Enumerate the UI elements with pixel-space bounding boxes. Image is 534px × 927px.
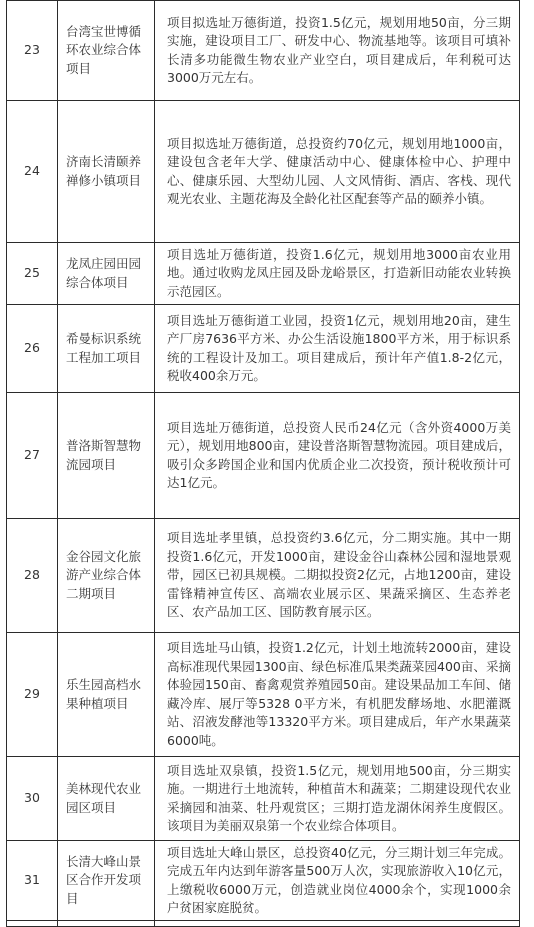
project-description: 项目选址万德街道，总投资人民币24亿元（含外资4000万美元），规划用地800亩，建设普洛斯智慧物流园。项目建成后，吸引众多跨国企业和国内优质企业二次投资，预计税收预计可达1亿元。: [167, 419, 511, 490]
row-number: 31: [7, 841, 58, 921]
row-number: 25: [7, 243, 58, 305]
table-row: [7, 633, 520, 757]
project-name-cell: [58, 305, 155, 393]
project-description: 项目选址双泉镇，投资1.5亿元，规划用地500亩，分三期实施。一期进行土地流转，种植苗木和蔬菜；二期建设现代农业采摘园和油菜、牡丹观赏区；三期打造龙湖休闲养生度假区。该项目为美丽双泉第一个农业综合体项目。: [167, 762, 511, 833]
project-name: 普洛斯智慧物流园项目: [66, 438, 142, 472]
row-number: 30: [7, 757, 58, 841]
project-name: 济南长清颐养禅修小镇项目: [66, 154, 142, 188]
project-name-cell: [58, 519, 155, 633]
project-name: 美林现代农业园区项目: [66, 781, 142, 815]
row-number: 28: [7, 519, 58, 633]
empty-cell: [58, 921, 155, 927]
project-name: 长清大峰山景区合作开发项目: [66, 853, 142, 906]
row-number: 23: [7, 1, 58, 101]
project-description: 项目拟选址万德街道，总投资约70亿元，规划用地1000亩，建设包含老年大学、健康活动中心、健康体检中心、护理中心、健康乐园、大型幼儿园、人文风情街、酒店、客栈、现代观光农业、主题花海及全龄化社区配套等产品的颐养小镇。: [167, 135, 511, 206]
table-row: [7, 243, 520, 305]
project-name-cell: [58, 393, 155, 519]
project-name-cell: [58, 757, 155, 841]
project-description: 项目选址万德街道工业园，投资1亿元，规划用地20亩，建生产厂房7636平方米、办公生活设施1800平方米，用于标识系统的工程设计及加工。项目建成后，预计年产值1.8-2亿元，税收400余万元。: [167, 312, 511, 383]
project-description-cell: [155, 757, 520, 841]
project-name-cell: [58, 633, 155, 757]
project-description: 项目选址万德街道，投资1.6亿元，规划用地3000亩农业用地。通过收购龙凤庄园及卧龙峪景区，打造新旧动能农业转换示范园区。: [167, 246, 511, 299]
project-name: 台湾宝世博循环农业综合体项目: [66, 23, 142, 76]
row-number: 29: [7, 633, 58, 757]
row-number: 26: [7, 305, 58, 393]
empty-cell: [155, 921, 520, 927]
project-name-cell: [58, 841, 155, 921]
project-name-cell: [58, 243, 155, 305]
project-description-cell: [155, 393, 520, 519]
table-row: [7, 841, 520, 921]
table-row: [7, 757, 520, 841]
project-description-cell: [155, 519, 520, 633]
project-description-cell: [155, 305, 520, 393]
project-description-cell: [155, 633, 520, 757]
project-name-cell: [58, 1, 155, 101]
table-row: [7, 519, 520, 633]
table-row: [7, 101, 520, 243]
row-number: 27: [7, 393, 58, 519]
project-name: 金谷园文化旅游产业综合体二期项目: [66, 548, 142, 601]
project-name: 龙凤庄园田园综合体项目: [66, 256, 142, 290]
project-description-cell: [155, 1, 520, 101]
table-row: [7, 305, 520, 393]
project-description-cell: [155, 841, 520, 921]
project-description: 项目拟选址万德街道，投资1.5亿元，规划用地50亩，分三期实施，建设项目工厂、研发中心、物流基地等。该项目可填补长清多功能微生物农业产业空白，项目建成后，年利税可达3000万元左右。: [167, 14, 511, 85]
table-row-continuation: [7, 921, 520, 927]
empty-cell: [7, 921, 58, 927]
project-table: [6, 0, 520, 927]
project-description-cell: [155, 101, 520, 243]
project-description: 项目选址大峰山景区，总投资40亿元，分三期计划三年完成。完成五年内达到年游客量500万人次，实现旅游收入10亿元，上缴税收6000万元，创造就业岗位4000余个，实现1000余户贫困家庭脱贫。: [167, 844, 511, 915]
row-number: 24: [7, 101, 58, 243]
project-description-cell: [155, 243, 520, 305]
table-row: [7, 1, 520, 101]
table-row: [7, 393, 520, 519]
project-name: 乐生园高档水果种植项目: [66, 677, 142, 711]
project-name-cell: [58, 101, 155, 243]
project-name: 希曼标识系统工程加工项目: [66, 331, 142, 365]
project-description: 项目选址孝里镇，总投资约3.6亿元，分二期实施。其中一期投资1.6亿元，开发1000亩，建设金谷山森林公园和湿地景观带，园区已初具规模。二期拟投资2亿元，占地1200亩，建设雷锋精神宣传区、高端农业展示区、果蔬采摘区、生态养老区、农产品加工区、国防教育展示区。: [167, 530, 511, 620]
project-description: 项目选址马山镇，投资1.2亿元，计划土地流转2000亩，建设高标准现代果园1300亩、绿色标准瓜果类蔬菜园400亩、采摘体验园150亩、畜禽观赏养殖园50亩。建设果品加工车间、储藏冷库、展厅等5328 0平方米，有机肥发酵场地、水肥灌溉站、沼液发酵池等13320平方米。项目建成后，年产水果蔬菜6000吨。: [167, 640, 511, 748]
